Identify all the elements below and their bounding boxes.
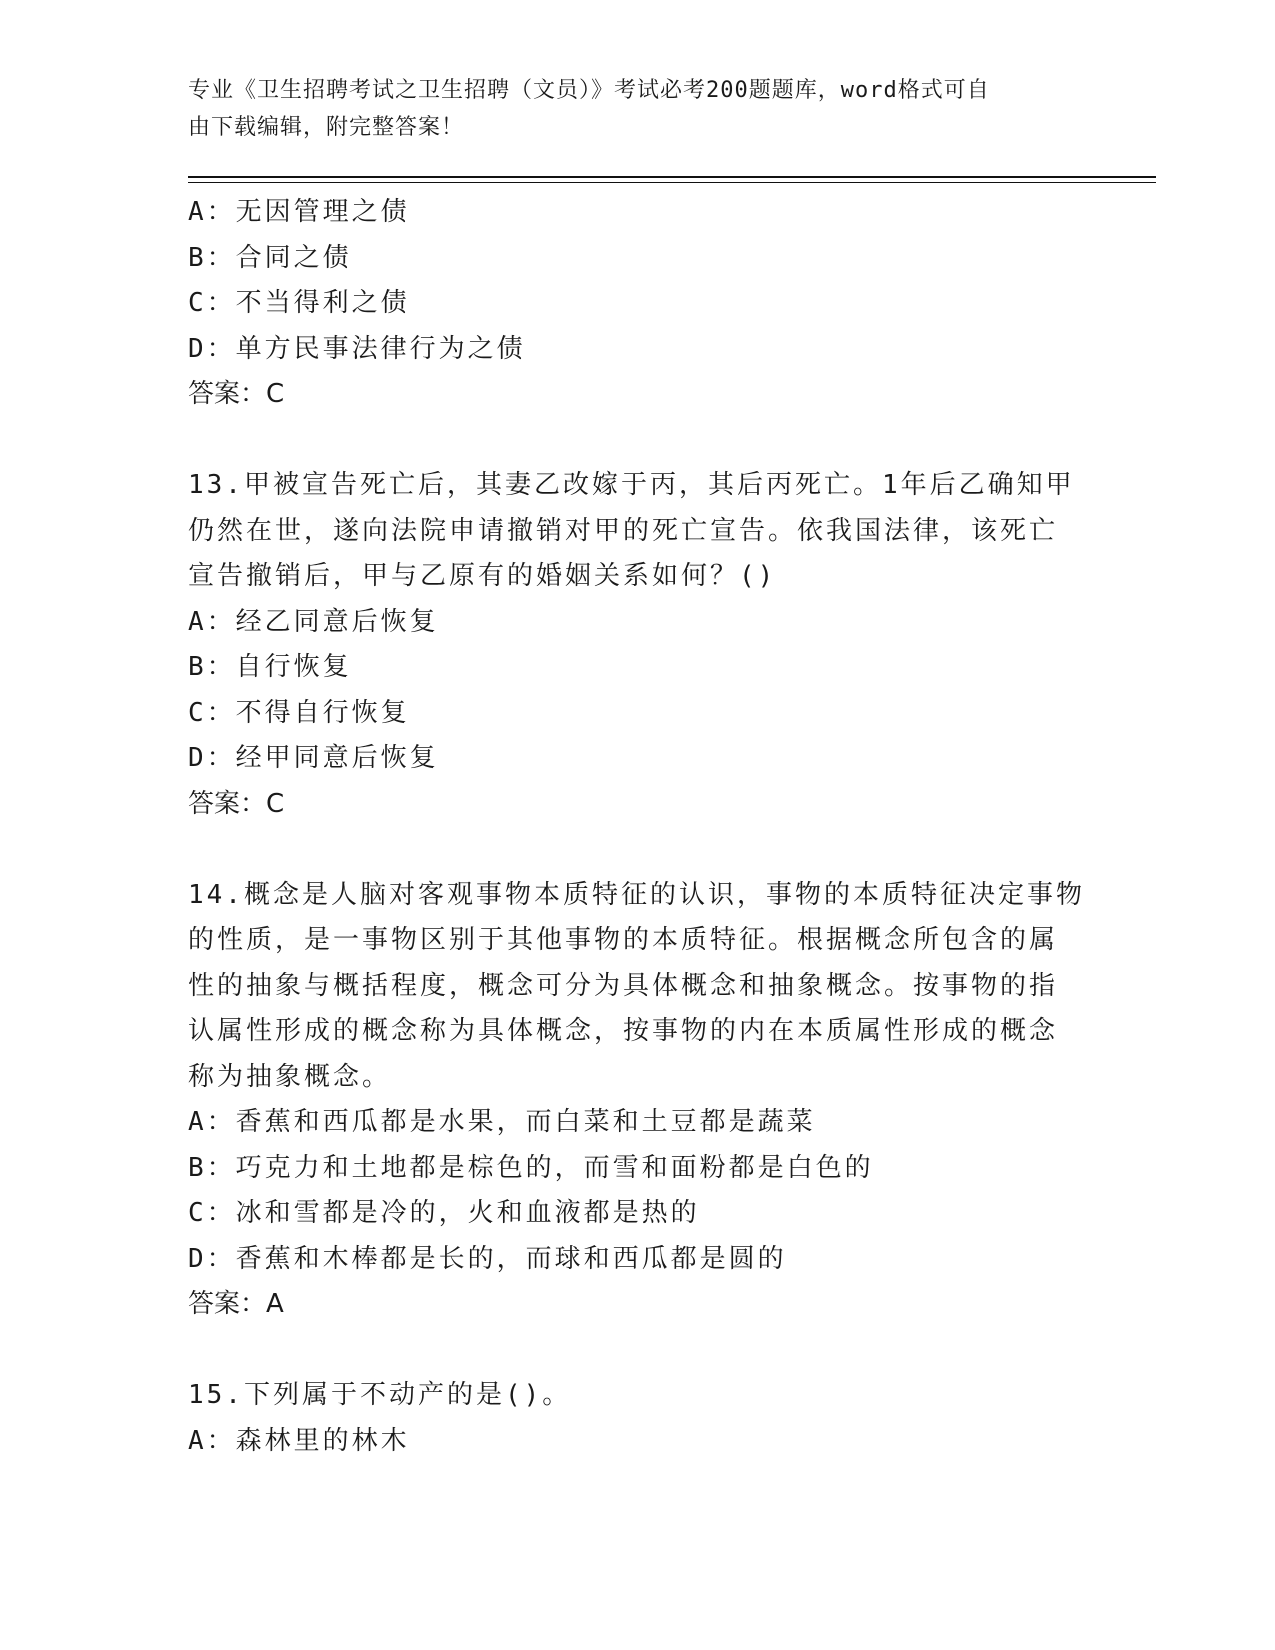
- header-divider-thin: [188, 182, 1156, 183]
- option-a: A：无因管理之债: [188, 197, 410, 227]
- question-stem-line: 14.概念是人脑对客观事物本质特征的认识，事物的本质特征决定事物: [188, 879, 1085, 910]
- question-stem-line: 15.下列属于不动产的是()。: [188, 1380, 572, 1410]
- answer-line: 答案：C: [188, 788, 285, 819]
- question-stem-line: 认属性形成的概念称为具体概念，按事物的内在本质属性形成的概念: [188, 1016, 1059, 1046]
- question-stem-line: 仍然在世，遂向法院申请撤销对甲的死亡宣告。依我国法律，该死亡: [188, 515, 1059, 546]
- question-15: [188, 1373, 1088, 1464]
- answer-line: 答案：C: [188, 379, 285, 409]
- option-d: D：单方民事法律行为之债: [188, 333, 526, 364]
- option-b: B：合同之债: [188, 242, 352, 273]
- option-b: B：巧克力和土地都是棕色的，而雪和面粉都是白色的: [188, 1152, 874, 1183]
- option-a: A：经乙同意后恢复: [188, 606, 439, 637]
- option-d: D：香蕉和木棒都是长的，而球和西瓜都是圆的: [188, 1243, 787, 1274]
- answer-line: 答案：A: [188, 1289, 284, 1319]
- header-divider-thick: [188, 176, 1156, 178]
- question-list: [188, 190, 1088, 1464]
- question-stem-line: 称为抽象概念。: [188, 1061, 392, 1092]
- option-a: A：森林里的林木: [188, 1425, 410, 1456]
- option-c: C：冰和雪都是冷的，火和血液都是热的: [188, 1198, 700, 1228]
- question-stem-line: 性的抽象与概括程度，概念可分为具体概念和抽象概念。按事物的指: [188, 970, 1059, 1001]
- question-spacer: [188, 827, 1088, 873]
- option-b: B：自行恢复: [188, 652, 352, 682]
- question-spacer: [188, 1328, 1088, 1374]
- question-spacer: [188, 418, 1088, 464]
- question-14: [188, 873, 1088, 1328]
- header-line-2: 由下载编辑，附完整答案！: [188, 115, 465, 140]
- question-stem-line: 的性质，是一事物区别于其他事物的本质特征。根据概念所包含的属: [188, 925, 1059, 955]
- question-stem-line: 13.甲被宣告死亡后，其妻乙改嫁于丙，其后丙死亡。1年后乙确知甲: [188, 470, 1075, 500]
- document-header: [188, 72, 1068, 146]
- question-12-options: [188, 190, 1088, 418]
- question-stem-line: 宣告撤销后，甲与乙原有的婚姻关系如何？(): [188, 561, 777, 591]
- question-13: [188, 463, 1088, 827]
- option-c: C：不当得利之债: [188, 288, 410, 318]
- option-c: C：不得自行恢复: [188, 697, 410, 728]
- option-a: A：香蕉和西瓜都是水果，而白菜和土豆都是蔬菜: [188, 1107, 816, 1137]
- option-d: D：经甲同意后恢复: [188, 743, 439, 773]
- header-line-1: 专业《卫生招聘考试之卫生招聘（文员）》考试必考200题题库，word格式可自: [188, 78, 990, 103]
